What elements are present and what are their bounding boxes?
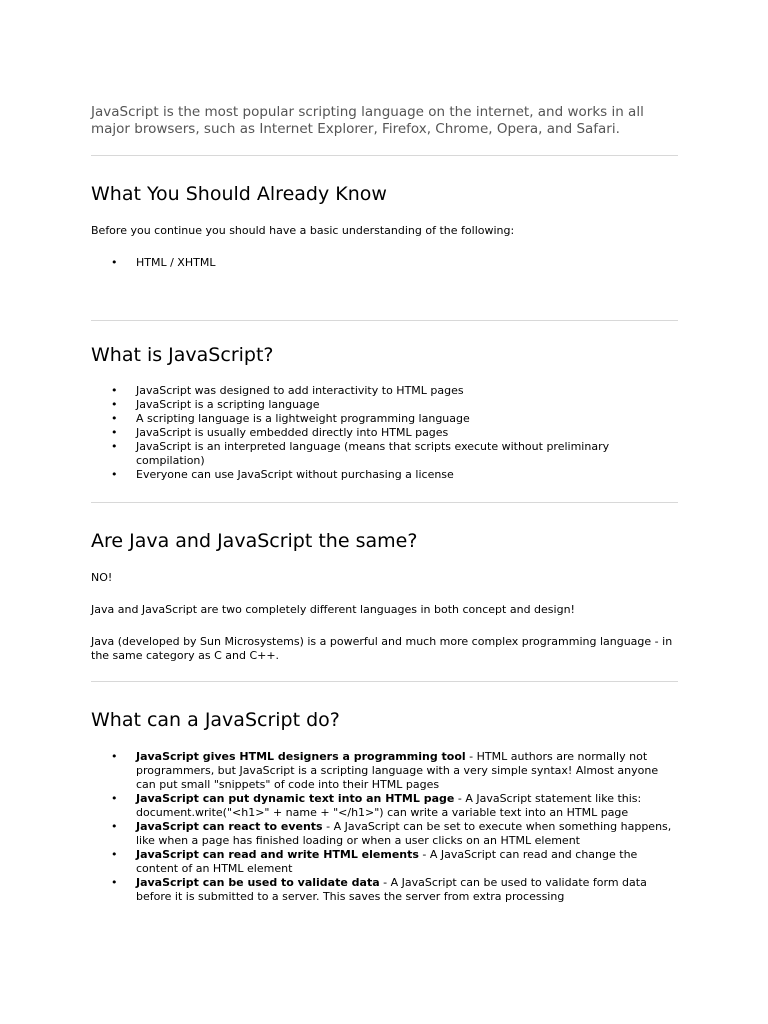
list-item: • JavaScript is a scripting language	[91, 398, 678, 412]
already-know-list	[91, 256, 678, 270]
heading-java-same: Are Java and JavaScript the same?	[91, 530, 418, 552]
same-paragraph-2: Java and JavaScript are two completely different languages in both concept and design!	[91, 603, 575, 616]
intro-paragraph: JavaScript is the most popular scripting language on the internet, and works in all major browsers, such as Internet Explorer, Firefox, Chrome, Opera, and Safari.	[91, 104, 644, 137]
heading-already-know: What You Should Already Know	[91, 183, 387, 205]
list-item	[91, 848, 678, 876]
heading-what-is-javascript: What is JavaScript?	[91, 344, 274, 366]
same-answer: NO!	[91, 571, 113, 584]
what-can-do-list	[91, 750, 678, 904]
already-know-text: Before you continue you should have a basic understanding of the following:	[91, 224, 515, 237]
same-paragraph-3: Java (developed by Sun Microsystems) is a powerful and much more complex programming language - in the same category as C and C++.	[91, 635, 673, 662]
item-bold-lead: JavaScript can react to events	[136, 820, 323, 833]
list-item	[91, 820, 678, 848]
item-text: - A JavaScript can be used to validate form data before it is submitted to a server. This saves the server from extra processing	[136, 876, 647, 903]
item-bold-lead: JavaScript can put dynamic text into an HTML page	[136, 792, 455, 805]
list-item: • JavaScript is an interpreted language (means that scripts execute without preliminary compilation)	[91, 440, 678, 468]
heading-what-can-do: What can a JavaScript do?	[91, 709, 340, 731]
list-item: • HTML / XHTML	[91, 256, 678, 270]
item-text: - A JavaScript can read and change the content of an HTML element	[136, 848, 638, 875]
divider	[91, 155, 678, 156]
item-text: - HTML authors are normally not programmers, but JavaScript is a scripting language with a very simple syntax! Almost anyone can put small "snippets" of code into their HTML pages	[136, 750, 659, 791]
item-text: - A JavaScript statement like this: document.write("<h1>" + name + "</h1>") can write a variable text into an HTML page	[136, 792, 642, 819]
list-item: • JavaScript is usually embedded directly into HTML pages	[91, 426, 678, 440]
item-bold-lead: JavaScript can be used to validate data	[136, 876, 380, 889]
divider	[91, 502, 678, 503]
divider	[91, 320, 678, 321]
list-item	[91, 876, 678, 904]
list-item: • Everyone can use JavaScript without purchasing a license	[91, 468, 678, 482]
list-item	[91, 792, 678, 820]
divider	[91, 681, 678, 682]
list-item	[91, 750, 678, 792]
list-item: • JavaScript was designed to add interactivity to HTML pages	[91, 384, 678, 398]
item-bold-lead: JavaScript gives HTML designers a programming tool	[136, 750, 466, 763]
item-text: - A JavaScript can be set to execute when something happens, like when a page has finished loading or when a user clicks on an HTML element	[136, 820, 672, 847]
list-item: • A scripting language is a lightweight programming language	[91, 412, 678, 426]
what-is-list	[91, 384, 678, 482]
item-bold-lead: JavaScript can read and write HTML elements	[136, 848, 419, 861]
